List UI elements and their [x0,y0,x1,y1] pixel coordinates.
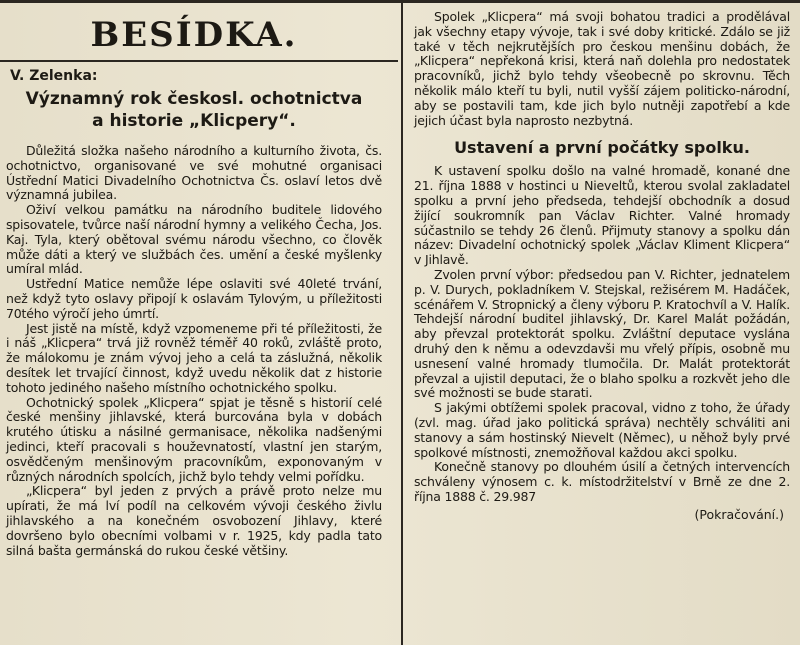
section-subheading: Ustavení a první počátky spolku. [454,138,750,158]
paragraph: K ustavení spolku došlo na valné hromadě, konané dne 21. října 1888 v hostinci u Nieveltů, kterou svolal zakladatel spolku a první jeho předseda, tehdejší obchodník a dosud žijící soukromník pan Václav Richter. Valné hromady súčastnilo se tehdy 26 členů. Přijmuty stanovy a spolku dán název: Divadelní ochotnický spolek „Václav Kliment Klicpera“ v Jihlavě. [414,163,790,268]
paragraph: „Klicpera“ byl jeden z prvých a právě proto nelze mu upírati, že má lví podíl na celkovém vývoji českého živlu jihlavského a na konečném osvobození Jihlavy, které dovršeno bylo obecními volbami v r. 1925, kdy padla tato silná bašta germánská do rukou české většiny. [6,483,382,558]
paragraph: Konečně stanovy po dlouhém úsilí a četných intervencích schváleny výnosem c. k. místodržitelství v Brně ze dne 2. října 1888 č. 29.987 [414,459,790,504]
continuation-note: (Pokračování.) [694,506,784,522]
left-article-body [6,144,382,558]
paragraph: Oživí velkou památku na národního buditele lidového spisovatele, tvůrce naší národní hymny a velikého Čecha, Jos. Kaj. Tyla, který obětoval svému národu všechno, co člověk může dáti a který ve službách čes. umění a české myšlenky umíral mlád. [6,202,382,277]
left-column [0,0,398,645]
section-title-rule [0,60,398,62]
right-intro-body [414,10,790,128]
article-headline [6,88,382,132]
paragraph: Ustřední Matice nemůže lépe oslaviti své 40leté trvání, než když tyto oslavy připojí k oslavám Tylovým, u příležitosti 70tého výročí jeho úmrtí. [6,276,382,321]
right-column [406,0,800,645]
headline-line-2: a historie „Klicpery“. [92,111,296,131]
right-article-body [414,164,790,504]
paragraph: Ochotnický spolek „Klicpera“ spjat je těsně s historií celé české menšiny jihlavské, která burcována byla v dobách krutého útisku a násilné germanisace, několika nadšenými jedinci, kteří pracovali s houževnatostí, vlastní jen starým, osvědčeným menšinovým pracovníkům, exponovaným v různých národních spolcích, jichž bylo tehdy velmi pořídku. [6,394,382,484]
paragraph: Zvolen první výbor: předsedou pan V. Richter, jednatelem p. V. Durych, pokladníkem V. Stejskal, režisérem M. Hadáček, scénářem V. Stropnický a členy výboru P. Kratochvíl a V. Halík. Tehdejší národní buditel jihlavský, Dr. Karel Malát požádán, aby převzal protektorát spolku. Zvláštní deputace vyslána druhý den k němu a odevzdavši mu vřelý přípis, osobně mu usnesení valné hromady tlumočila. Dr. Malát protektorát převzal a ujistil deputaci, že o blaho spolku a rozkvět jeho dle své možnosti se bude starati. [414,266,790,401]
paragraph: Důležitá složka našeho národního a kulturního života, čs. ochotnictvo, organisované ve své mohutné organisaci Ústřední Matici Divadelního Ochotnictva Čs. oslaví letos dvě významná jubilea. [6,143,382,203]
paragraph: S jakými obtížemi spolek pracoval, vidno z toho, že úřady (zvl. mag. úřad jako politická správa) nechtěly schváliti ani stanovy a sám hostinský Nievelt (Němec), u něhož byly prvé spolkové místnosti, znemožňoval každou akci spolku. [414,400,790,460]
author-byline: V. Zelenka: [10,68,98,84]
paragraph: Spolek „Klicpera“ má svoji bohatou tradici a prodělával jak všechny etapy vývoje, tak i své doby kritické. Zdálo se již také v těch nejkrutějších pro českou menšinu dobách, že „Klicpera“ nepřekoná krisi, která naň dolehla pro nedostatek pracovníků, jichž bylo tehdy všeobecně po skrovnu. Těch několik málo kteří tu byli, nutil vyšší zájem politicko-národní, aby se postavili tam, kde jich bylo nutněji zapotřebí a kde jejich účast byla naprosto nezbytná. [414,9,790,128]
headline-line-1: Významný rok českosl. ochotnictva [25,89,363,109]
section-title: BESÍDKA. [90,15,298,55]
paragraph: Jest jistě na místě, když vzpomeneme při té příležitosti, že i náš „Klicpera“ trvá již rovněž téměř 40 roků, zvláště proto, že málokomu je znám vývoj jeho a celá ta záslužná, několik desítek let trvající činnost, když uvedu několik dat z historie tohoto jediného našeho místního ochotnického spolku. [6,320,382,395]
column-divider [401,0,403,645]
